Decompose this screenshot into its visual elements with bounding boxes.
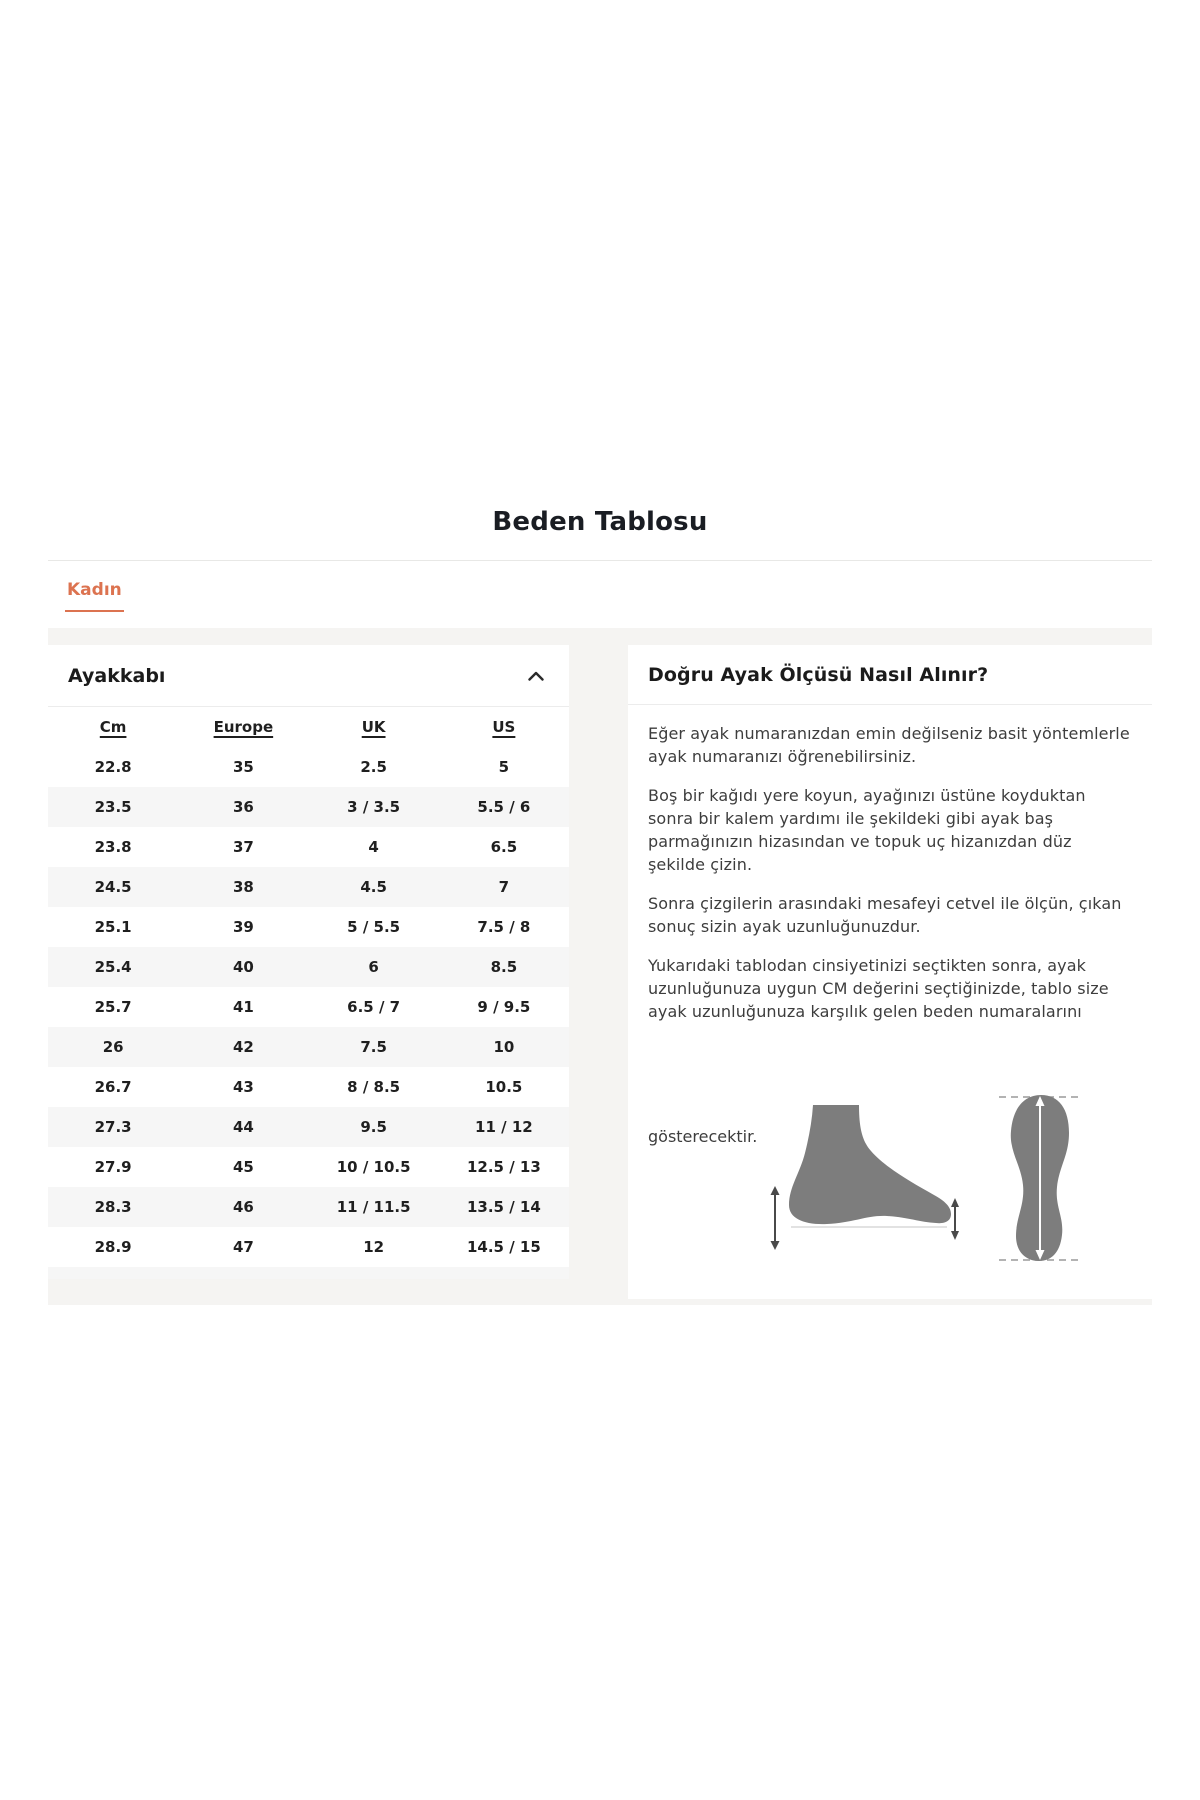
info-paragraph: Eğer ayak numaranızdan emin değilseniz basit yöntemlerle ayak numaranızı öğrenebilirsiniz.: [648, 724, 1130, 766]
size-cell: 22.8: [94, 758, 132, 776]
size-cell: 43: [232, 1078, 254, 1096]
size-cell: 8.5: [490, 958, 518, 976]
column-header: Europe: [213, 718, 274, 736]
table-row: [48, 987, 569, 1027]
table-row: [48, 867, 569, 907]
content-area: [48, 628, 1152, 1305]
table-row: [48, 1147, 569, 1187]
size-cell: 8 / 8.5: [347, 1078, 401, 1096]
size-cell: 10.5: [485, 1078, 523, 1096]
size-cell: 4.5: [360, 878, 387, 896]
size-cell: 3 / 3.5: [347, 798, 401, 816]
size-table: [48, 707, 569, 1267]
measure-info-card: [628, 645, 1152, 1299]
size-cell: 26: [102, 1038, 124, 1056]
size-cell: 46: [232, 1198, 254, 1216]
size-cell: 13.5 / 14: [466, 1198, 541, 1216]
size-guide-page: [48, 0, 1152, 1305]
size-cell: 45: [232, 1158, 254, 1176]
size-cell: 5.5 / 6: [477, 798, 531, 816]
size-cell: 37: [232, 838, 254, 856]
size-cell: 10: [493, 1038, 515, 1056]
size-cell: 5 / 5.5: [347, 918, 401, 936]
size-cell: 42: [232, 1038, 254, 1056]
gender-tabbar: [48, 560, 1152, 628]
size-cell: 27.9: [94, 1158, 132, 1176]
table-row: [48, 1187, 569, 1227]
size-cell: 5: [498, 758, 510, 776]
size-cell: 23.5: [94, 798, 132, 816]
info-paragraph: Yukarıdaki tablodan cinsiyetinizi seçtikten sonra, ayak uzunluğunuza uygun CM değerini seçtiğinizde, tablo size ayak uzunluğunuza karşılık gelen beden numaralarını: [648, 956, 1109, 1021]
size-cell: 39: [232, 918, 254, 936]
size-cell: 35: [232, 758, 254, 776]
size-cell: 11 / 11.5: [336, 1198, 411, 1216]
size-table-title: Ayakkabı: [68, 664, 166, 687]
size-cell: 7.5: [360, 1038, 387, 1056]
size-cell: 7.5 / 8: [477, 918, 531, 936]
size-cell: 25.4: [94, 958, 132, 976]
table-row: [48, 787, 569, 827]
info-title: Doğru Ayak Ölçüsü Nasıl Alınır?: [628, 645, 1152, 705]
size-cell: 12: [363, 1238, 385, 1256]
page-title: Beden Tablosu: [492, 507, 708, 537]
size-cell: 26.7: [94, 1078, 132, 1096]
column-header: Cm: [99, 718, 127, 736]
table-row: [48, 1227, 569, 1267]
size-cell: 25.1: [94, 918, 132, 936]
figure-caption: gösterecektir.: [648, 1127, 758, 1146]
size-cell: 6.5: [490, 838, 518, 856]
size-cell: 25.7: [94, 998, 132, 1016]
size-cell: 10 / 10.5: [336, 1158, 411, 1176]
size-cell: 38: [232, 878, 254, 896]
size-cell: 9 / 9.5: [477, 998, 531, 1016]
table-row: [48, 947, 569, 987]
size-cell: 28.3: [94, 1198, 132, 1216]
size-table-header-row: [48, 707, 569, 747]
foot-measure-figure: [628, 1039, 1152, 1267]
size-cell: 27.3: [94, 1118, 132, 1136]
size-cell: 40: [232, 958, 254, 976]
table-bottom-strip: [48, 1267, 569, 1279]
column-header: UK: [361, 718, 386, 736]
table-row: [48, 1027, 569, 1067]
size-cell: 36: [232, 798, 254, 816]
size-cell: 4: [368, 838, 379, 856]
foot-side-illustration: [769, 1101, 959, 1253]
info-paragraph: Boş bir kağıdı yere koyun, ayağınızı üstüne koyduktan sonra bir kalem yardımı ile şekildeki gibi ayak baş parmağınızın hizasından ve topuk uç hizanızdan düz şekilde çizin.: [648, 786, 1086, 874]
foot-sole-illustration: [999, 1089, 1079, 1267]
size-cell: 28.9: [94, 1238, 132, 1256]
size-cell: 24.5: [94, 878, 132, 896]
size-cell: 7: [498, 878, 510, 896]
size-cell: 23.8: [94, 838, 132, 856]
table-row: [48, 747, 569, 787]
size-cell: 11 / 12: [475, 1118, 533, 1136]
table-row: [48, 827, 569, 867]
size-table-card: [48, 645, 569, 1279]
size-cell: 14.5 / 15: [466, 1238, 541, 1256]
size-cell: 47: [232, 1238, 254, 1256]
size-cell: 6.5 / 7: [347, 998, 401, 1016]
size-table-accordion-header[interactable]: [48, 645, 569, 707]
table-row: [48, 907, 569, 947]
size-cell: 2.5: [360, 758, 387, 776]
size-cell: 44: [232, 1118, 254, 1136]
chevron-up-icon[interactable]: [528, 671, 544, 681]
size-cell: 9.5: [360, 1118, 387, 1136]
table-row: [48, 1107, 569, 1147]
size-cell: 41: [232, 998, 254, 1016]
table-row: [48, 1067, 569, 1107]
info-paragraphs: [628, 705, 1152, 1023]
size-cell: 6: [368, 958, 379, 976]
tab-kadin[interactable]: Kadın: [65, 579, 124, 612]
info-paragraph: Sonra çizgilerin arasındaki mesafeyi cetvel ile ölçün, çıkan sonuç sizin ayak uzunluğunuzdur.: [648, 894, 1122, 936]
column-header: US: [492, 718, 516, 736]
size-cell: 12.5 / 13: [466, 1158, 541, 1176]
